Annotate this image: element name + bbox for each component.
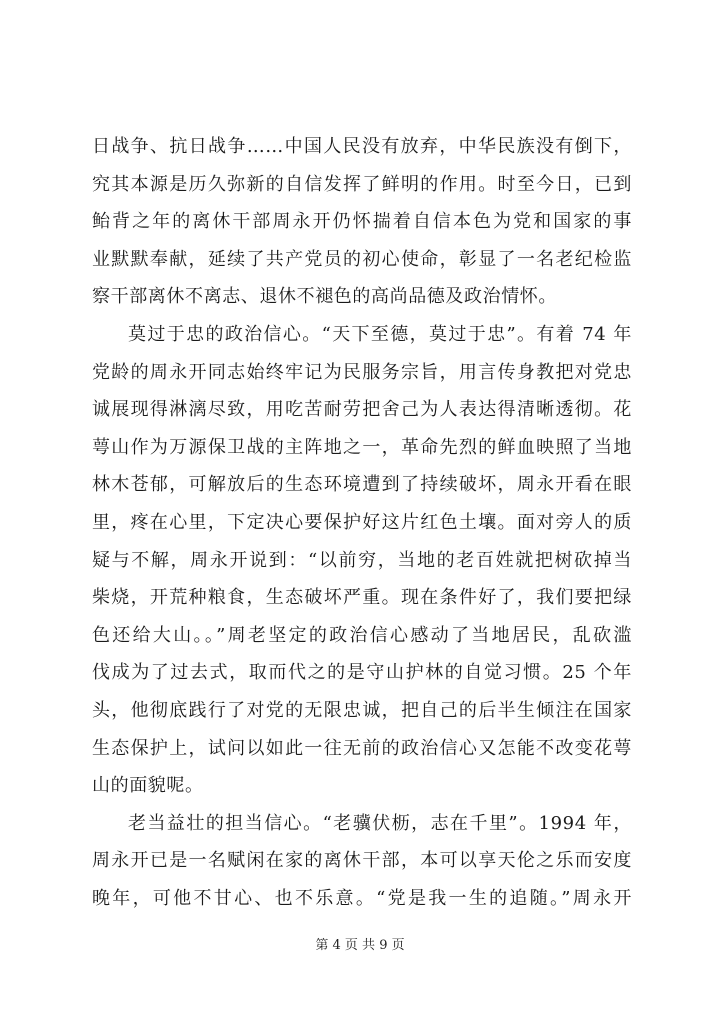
text-line: 林木苍郁，可解放后的生态环境遭到了持续破坏，周永开看在眼 xyxy=(92,474,632,496)
text-line: 诚展现得淋漓尽致，用吃苦耐劳把舍己为人表达得清晰透彻。花 xyxy=(92,399,632,421)
document-body xyxy=(92,128,632,917)
text-line: 察干部离休不离志、退休不褪色的高尚品德及政治情怀。 xyxy=(92,286,557,308)
text-line: 究其本源是历久弥新的自信发挥了鲜明的作用。时至今日，已到 xyxy=(92,173,632,195)
text-line: 萼山作为万源保卫战的主阵地之一，革命先烈的鲜血映照了当地 xyxy=(92,436,632,458)
text-line: 色还给大山。。”周老坚定的政治信心感动了当地居民，乱砍滥 xyxy=(92,624,632,646)
text-line: 鲐背之年的离休干部周永开仍怀揣着自信本色为党和国家的事 xyxy=(92,211,632,233)
text-line: 莫过于忠的政治信心。“天下至德，莫过于忠”。有着 74 年 xyxy=(128,323,632,345)
text-line: 柴烧，开荒种粮食，生态破坏严重。现在条件好了，我们要把绿 xyxy=(92,587,632,609)
text-line: 疑与不解，周永开说到：“以前穷，当地的老百姓就把树砍掉当 xyxy=(92,549,632,571)
text-line: 伐成为了过去式，取而代之的是守山护林的自觉习惯。25 个年 xyxy=(92,662,632,684)
text-line: 党龄的周永开同志始终牢记为民服务宗旨，用言传身教把对党忠 xyxy=(92,361,632,383)
text-line: 老当益壮的担当信心。“老骥伏枥，志在千里”。1994 年， xyxy=(128,812,632,834)
text-line: 生态保护上，试问以如此一往无前的政治信心又怎能不改变花萼 xyxy=(92,737,632,759)
text-line: 日战争、抗日战争……中国人民没有放弃，中华民族没有倒下， xyxy=(92,136,632,157)
text-line: 晚年，可他不甘心、也不乐意。“党是我一生的追随。”周永开 xyxy=(92,887,632,909)
text-line: 周永开已是一名赋闲在家的离休干部，本可以享天伦之乐而安度 xyxy=(92,850,632,872)
text-line: 里，疼在心里，下定决心要保护好这片红色土壤。面对旁人的质 xyxy=(92,511,632,533)
text-line: 业默默奉献，延续了共产党员的初心使命，彰显了一名老纪检监 xyxy=(92,248,632,270)
page-footer: 第 4 页 共 9 页 xyxy=(315,938,405,953)
text-line: 头，他彻底践行了对党的无限忠诚，把自己的后半生倾注在国家 xyxy=(92,699,632,721)
text-line: 山的面貌呢。 xyxy=(92,775,204,797)
